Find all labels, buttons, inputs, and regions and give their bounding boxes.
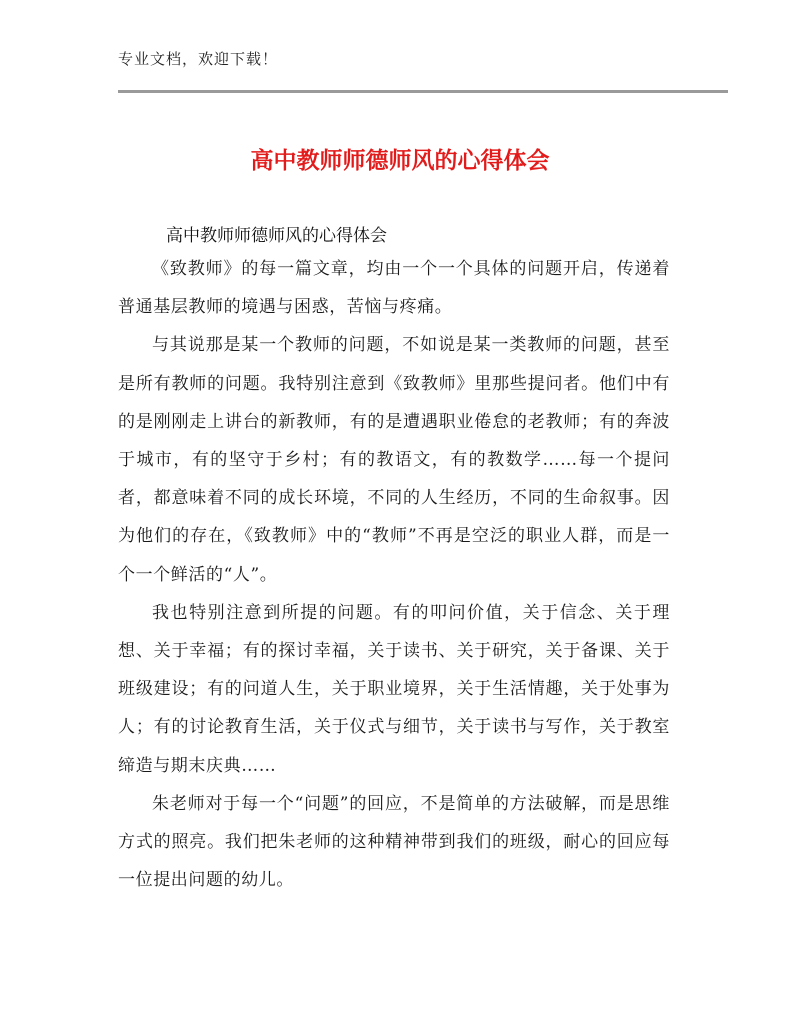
document-subtitle: 高中教师师德师风的心得体会	[166, 226, 387, 246]
paragraph: 《致教师》的每一篇文章，均由一个一个具体的问题开启，传递着普通基层教师的境遇与困惑，苦恼与疼痛。	[118, 259, 670, 318]
header-note: 专业文档，欢迎下载！	[118, 50, 279, 68]
paragraph: 与其说那是某一个教师的问题，不如说是某一类教师的问题，甚至是所有教师的问题。我特别注意到《致教师》里那些提问者。他们中有的是刚刚走上讲台的新教师，有的是遭遇职业倦怠的老教师；有的奔波于城市，有的坚守于乡村；有的教语文，有的教数学……每一个提问者，都意味着不同的成长环境，不同的人生经历，不同的生命叙事。因为他们的存在，《致教师》中的“教师”不再是空泛的职业人群，而是一个一个鲜活的“人”。	[118, 335, 670, 585]
header-divider	[118, 90, 728, 93]
document-title: 高中教师师德师风的心得体会	[250, 148, 550, 174]
paragraph: 我也特别注意到所提的问题。有的叩问价值，关于信念、关于理想、关于幸福；有的探讨幸福，关于读书、关于研究，关于备课、关于班级建设；有的问道人生，关于职业境界，关于生活情趣，关于处事为人；有的讨论教育生活，关于仪式与细节，关于读书与写作，关于教室缔造与期末庆典……	[118, 602, 670, 776]
paragraph: 朱老师对于每一个“问题”的回应，不是简单的方法破解，而是思维方式的照亮。我们把朱老师的这种精神带到我们的班级，耐心的回应每一位提出问题的幼儿。	[118, 793, 670, 891]
document-body	[118, 250, 670, 899]
